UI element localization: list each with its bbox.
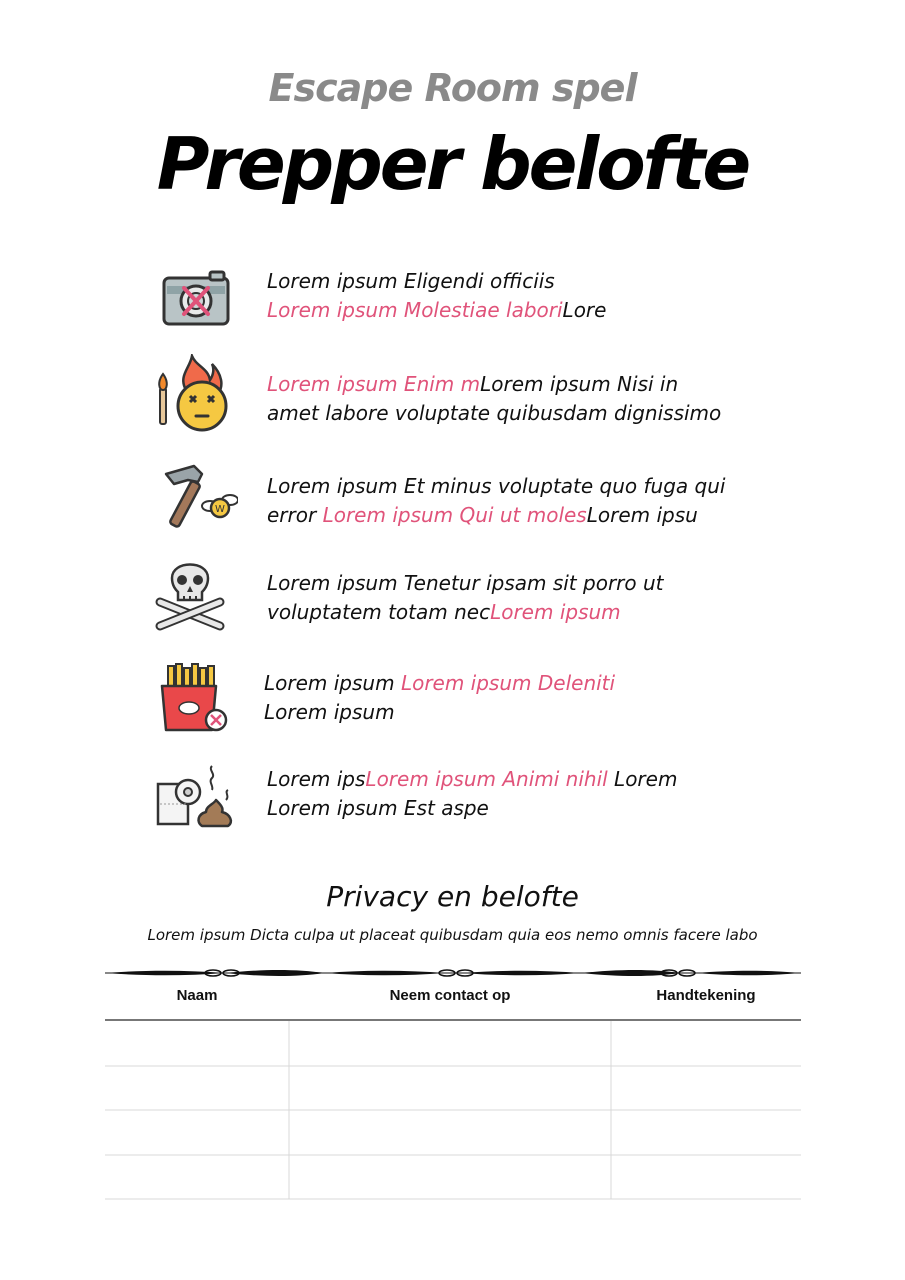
accent-text: Lorem ipsum Deleniti	[400, 671, 616, 695]
table-row[interactable]	[105, 1156, 801, 1200]
rule-5-line-1	[264, 669, 784, 698]
rule-1-line-2	[267, 296, 787, 325]
text-segment: Lorem ipsum Tenetur ipsam sit porro ut	[267, 571, 664, 595]
rule-6-line-1	[267, 765, 787, 794]
toilet-paper-poop-icon	[154, 760, 234, 840]
text-segment: Lorem ipsum Eligendi officiis	[267, 269, 555, 293]
text-segment: Lorem ipsum Nisi in	[480, 372, 679, 396]
text-segment: Lorem ipsum Et minus voluptate quo fuga qui	[267, 474, 726, 498]
rule-4-line-1	[267, 569, 787, 598]
rule-2-line-1	[267, 370, 787, 399]
no-fries-icon	[156, 660, 236, 740]
rule-4-line-2	[267, 598, 787, 627]
burning-face-match-icon	[152, 354, 232, 434]
skull-crossbones-icon	[150, 552, 230, 632]
page-subtitle: Escape Room spel	[268, 66, 637, 110]
rule-6	[267, 765, 787, 823]
hammer-flying-coin-icon	[158, 460, 238, 540]
column-header-naam: Naam	[176, 987, 218, 1004]
text-segment: Lorem ips	[267, 767, 366, 791]
text-segment: Lorem	[607, 767, 678, 791]
rule-3-line-2	[267, 501, 787, 530]
rule-6-line-2	[267, 794, 787, 823]
rule-4	[267, 569, 787, 627]
accent-text: Lorem ipsum Enim m	[267, 372, 481, 396]
rule-3	[267, 472, 787, 530]
text-segment: Lore	[562, 298, 607, 322]
rule-1-line-1	[267, 267, 787, 296]
text-segment: Lorem ipsum	[264, 700, 395, 724]
text-segment: Lorem ipsum Est aspe	[267, 796, 489, 820]
table-row[interactable]	[105, 1111, 801, 1155]
page-title: Prepper belofte	[156, 122, 749, 206]
ornamental-divider	[105, 964, 801, 982]
rule-1	[267, 267, 787, 325]
text-segment: amet labore voluptate quibusdam dignissimo	[267, 401, 722, 425]
no-camera-icon	[158, 264, 238, 344]
accent-text: Lorem ipsum Animi nihil	[365, 767, 608, 791]
accent-text: Lorem ipsum Qui ut moles	[322, 503, 587, 527]
rule-3-line-1	[267, 472, 787, 501]
accent-text: Lorem ipsum Molestiae labori	[267, 298, 563, 322]
privacy-subtitle: Lorem ipsum Dicta culpa ut placeat quibusdam quia eos nemo omnis facere labo	[147, 926, 758, 944]
privacy-title: Privacy en belofte	[326, 880, 579, 913]
rule-2-line-2	[267, 399, 787, 428]
column-header-contact: Neem contact op	[389, 987, 511, 1004]
svg-text:W: W	[215, 504, 225, 515]
column-header-handtekening: Handtekening	[656, 987, 756, 1004]
text-segment: error	[267, 503, 323, 527]
text-segment: voluptatem totam nec	[267, 600, 491, 624]
text-segment: Lorem ipsu	[586, 503, 698, 527]
text-segment: Lorem ipsum	[264, 671, 401, 695]
rule-2	[267, 370, 787, 428]
rule-5-line-2	[264, 698, 784, 727]
accent-text: Lorem ipsum	[490, 600, 621, 624]
table-row[interactable]	[105, 1021, 801, 1066]
rule-5	[264, 669, 784, 727]
table-row[interactable]	[105, 1067, 801, 1111]
